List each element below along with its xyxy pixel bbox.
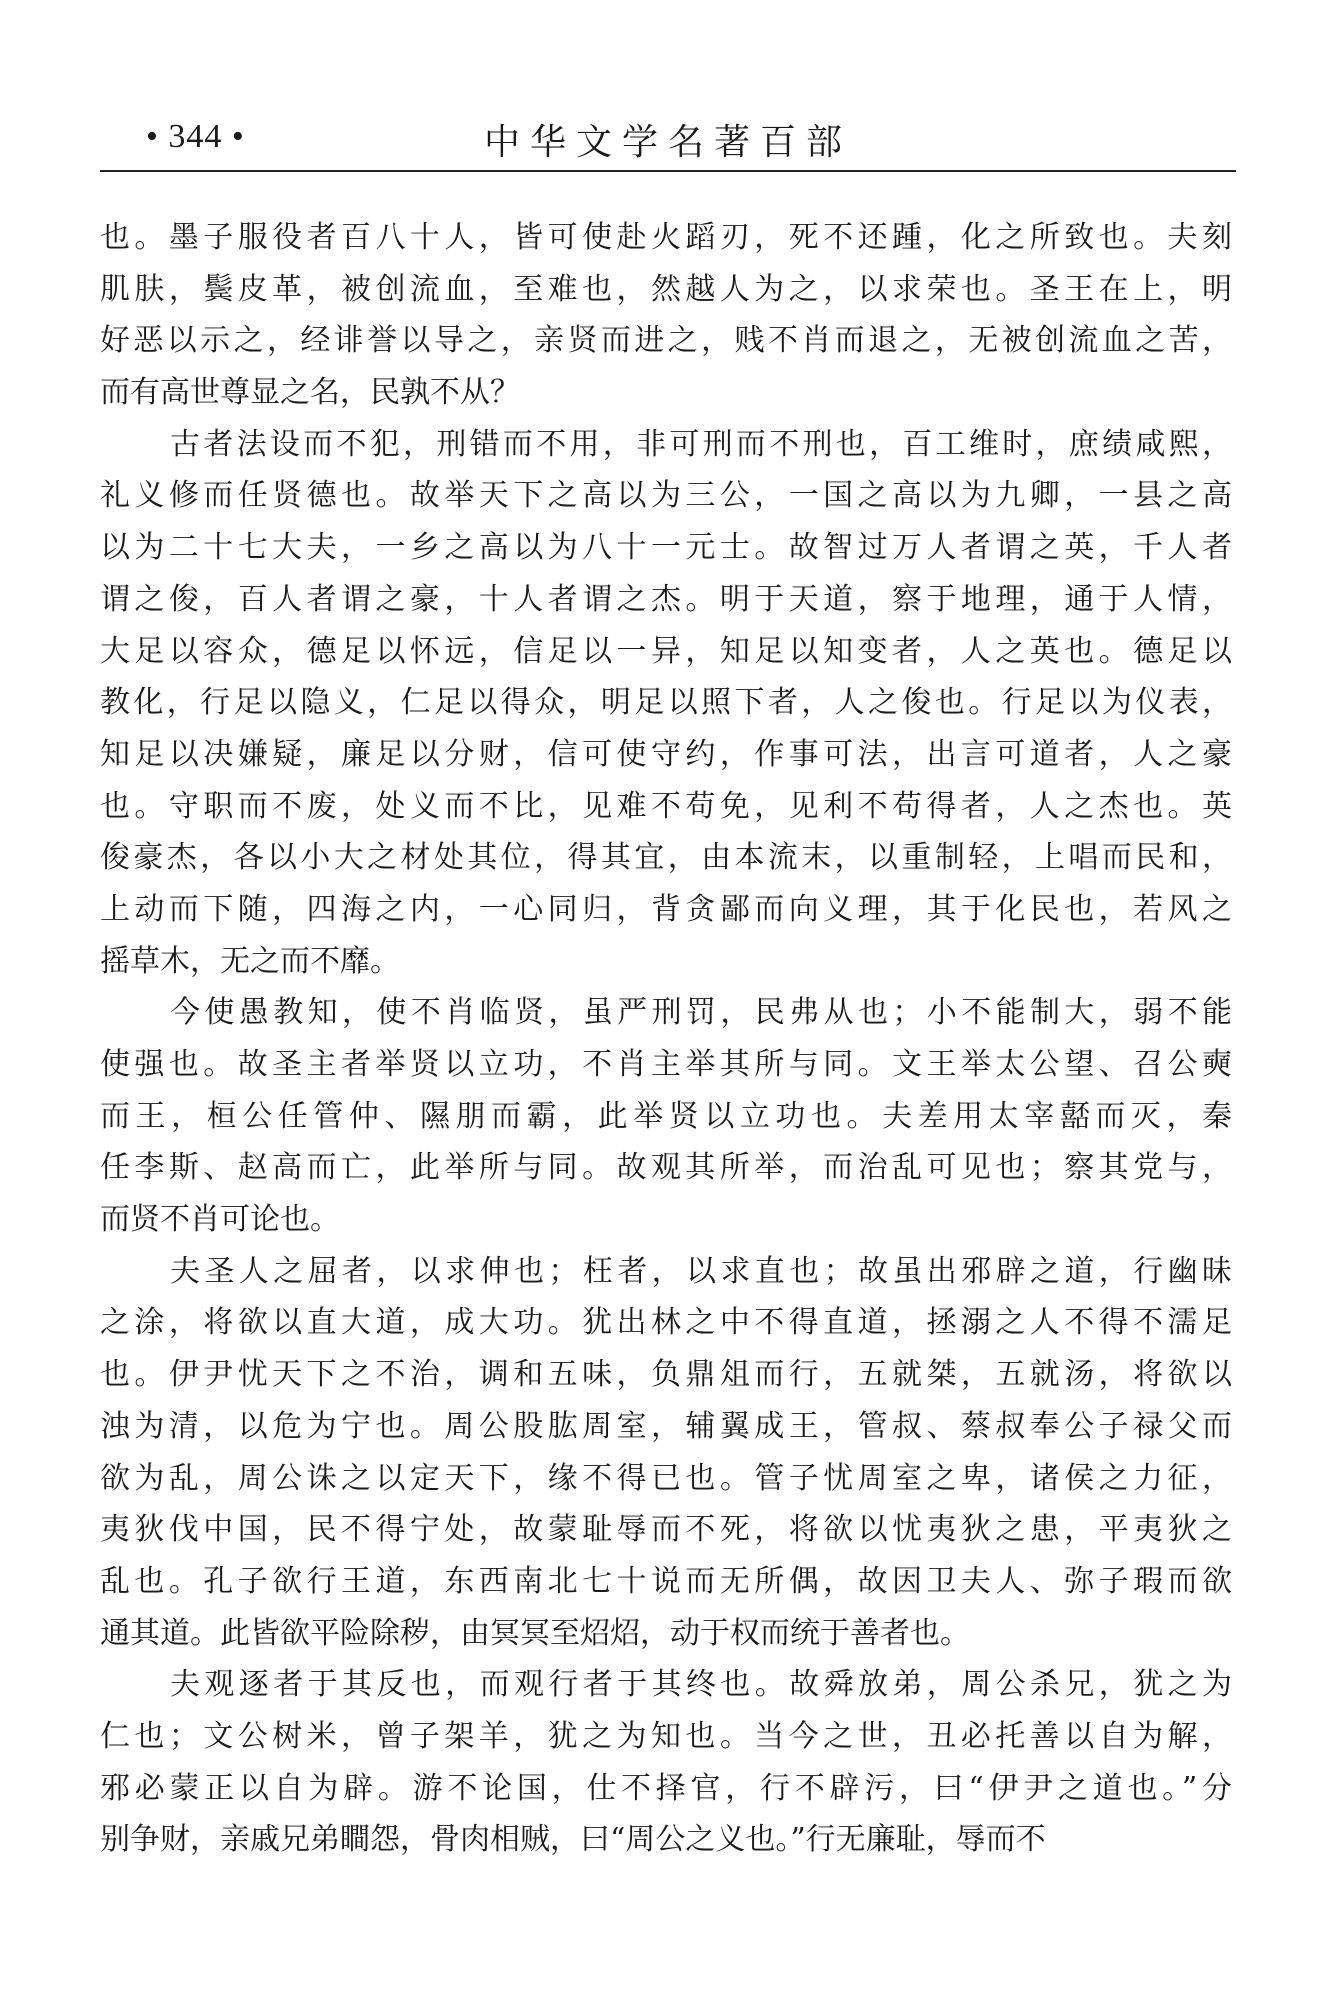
text-line: 知足以决嫌疑，廉足以分财，信可使守约，作事可法，出言可道者，人之豪: [100, 736, 1232, 772]
text-line: 也。守职而不废，处义而不比，见难不苟免，见利不苟得者，人之杰也。英: [100, 788, 1232, 824]
page-number: • 344 •: [146, 118, 245, 155]
header-rule: [100, 170, 1236, 172]
paragraph: [100, 1246, 1232, 1660]
paragraph: [100, 987, 1232, 1245]
text-line: 乱也。孔子欲行王道，东西南北七十说而无所偶，故因卫夫人、弥子瑕而欲: [100, 1563, 1232, 1599]
paragraph: [100, 419, 1232, 988]
body-text: [100, 212, 1232, 1866]
paragraph: [100, 212, 1232, 419]
text-line: 而贤不肖可论也。: [100, 1202, 340, 1238]
page-header: [100, 108, 1236, 170]
text-line: 也。墨子服役者百八十人，皆可使赴火蹈刃，死不还踵，化之所致也。夫刻: [100, 220, 1232, 255]
text-line: 邪必蒙正以自为辟。游不论国，仕不择官，行不辟污，曰“伊尹之道也。”分: [100, 1770, 1232, 1806]
text-line: 而王，桓公任管仲、隰朋而霸，此举贤以立功也。夫差用太宰嚭而灭，秦: [100, 1098, 1232, 1134]
text-line: 大足以容众，德足以怀远，信足以一异，知足以知变者，人之英也。德足以: [100, 633, 1232, 669]
text-line: 教化，行足以隐义，仁足以得众，明足以照下者，人之俊也。行足以为仪表，: [100, 685, 1232, 721]
text-line: 古者法设而不犯，刑错而不用，非可刑而不刑也，百工维时，庶绩咸熙，: [170, 426, 1232, 462]
text-line: 谓之俊，百人者谓之豪，十人者谓之杰。明于天道，察于地理，通于人情，: [100, 581, 1232, 617]
text-line: 而有高世尊显之名，民孰不从？: [100, 375, 520, 411]
text-line: 通其道。此皆欲平险除秽，由冥冥至炤炤，动于权而统于善者也。: [100, 1615, 970, 1651]
text-line: 今使愚教知，使不肖临贤，虽严刑罚，民弗从也；小不能制大，弱不能: [170, 995, 1232, 1031]
text-line: 摇草木，无之而不靡。: [100, 943, 400, 979]
text-line: 好恶以示之，经诽誉以导之，亲贤而进之，贱不肖而退之，无被创流血之苦，: [100, 323, 1232, 359]
text-line: 之涂，将欲以直大道，成大功。犹出林之中不得直道，拯溺之人不得不濡足: [100, 1305, 1232, 1341]
text-line: 仁也；文公树米，曾子架羊，犹之为知也。当今之世，丑必托善以自为解，: [100, 1718, 1232, 1754]
text-line: 使强也。故圣主者举贤以立功，不肖主举其所与同。文王举太公望、召公奭: [100, 1047, 1232, 1082]
text-line: 欲为乱，周公诛之以定天下，缘不得已也。管子忧周室之卑，诸侯之力征，: [100, 1460, 1232, 1496]
text-line: 夫观逐者于其反也，而观行者于其终也。故舜放弟，周公杀兄，犹之为: [170, 1667, 1232, 1703]
text-line: 上动而下随，四海之内，一心同归，背贪鄙而向义理，其于化民也，若风之: [100, 891, 1232, 927]
text-line: 浊为清，以危为宁也。周公股肱周室，辅翼成王，管叔、蔡叔奉公子禄父而: [100, 1408, 1232, 1444]
text-line: 也。伊尹忧天下之不治，调和五味，负鼎俎而行，五就桀，五就汤，将欲以: [100, 1357, 1232, 1393]
text-line: 以为二十七大夫，一乡之高以为八十一元士。故智过万人者谓之英，千人者: [100, 530, 1232, 566]
paragraph: [100, 1659, 1232, 1866]
text-line: 夷狄伐中国，民不得宁处，故蒙耻辱而不死，将欲以忧夷狄之患，平夷狄之: [100, 1512, 1232, 1548]
text-line: 别争财，亲戚兄弟瞷怨，骨肉相贼，曰“周公之义也。”行无廉耻，辱而不: [100, 1822, 1046, 1858]
book-title: 中华文学名著百部: [483, 122, 852, 163]
text-line: 礼义修而任贤德也。故举天下之高以为三公，一国之高以为九卿，一县之高: [100, 478, 1232, 514]
text-line: 俊豪杰，各以小大之材处其位，得其宜，由本流末，以重制轻，上唱而民和，: [100, 840, 1232, 876]
text-line: 任李斯、赵高而亡，此举所与同。故观其所举，而治乱可见也；察其党与，: [100, 1150, 1232, 1186]
text-line: 肌肤，鬓皮革，被创流血，至难也，然越人为之，以求荣也。圣王在上，明: [100, 271, 1232, 307]
text-line: 夫圣人之屈者，以求伸也；枉者，以求直也；故虽出邪辟之道，行幽昧: [170, 1253, 1232, 1289]
